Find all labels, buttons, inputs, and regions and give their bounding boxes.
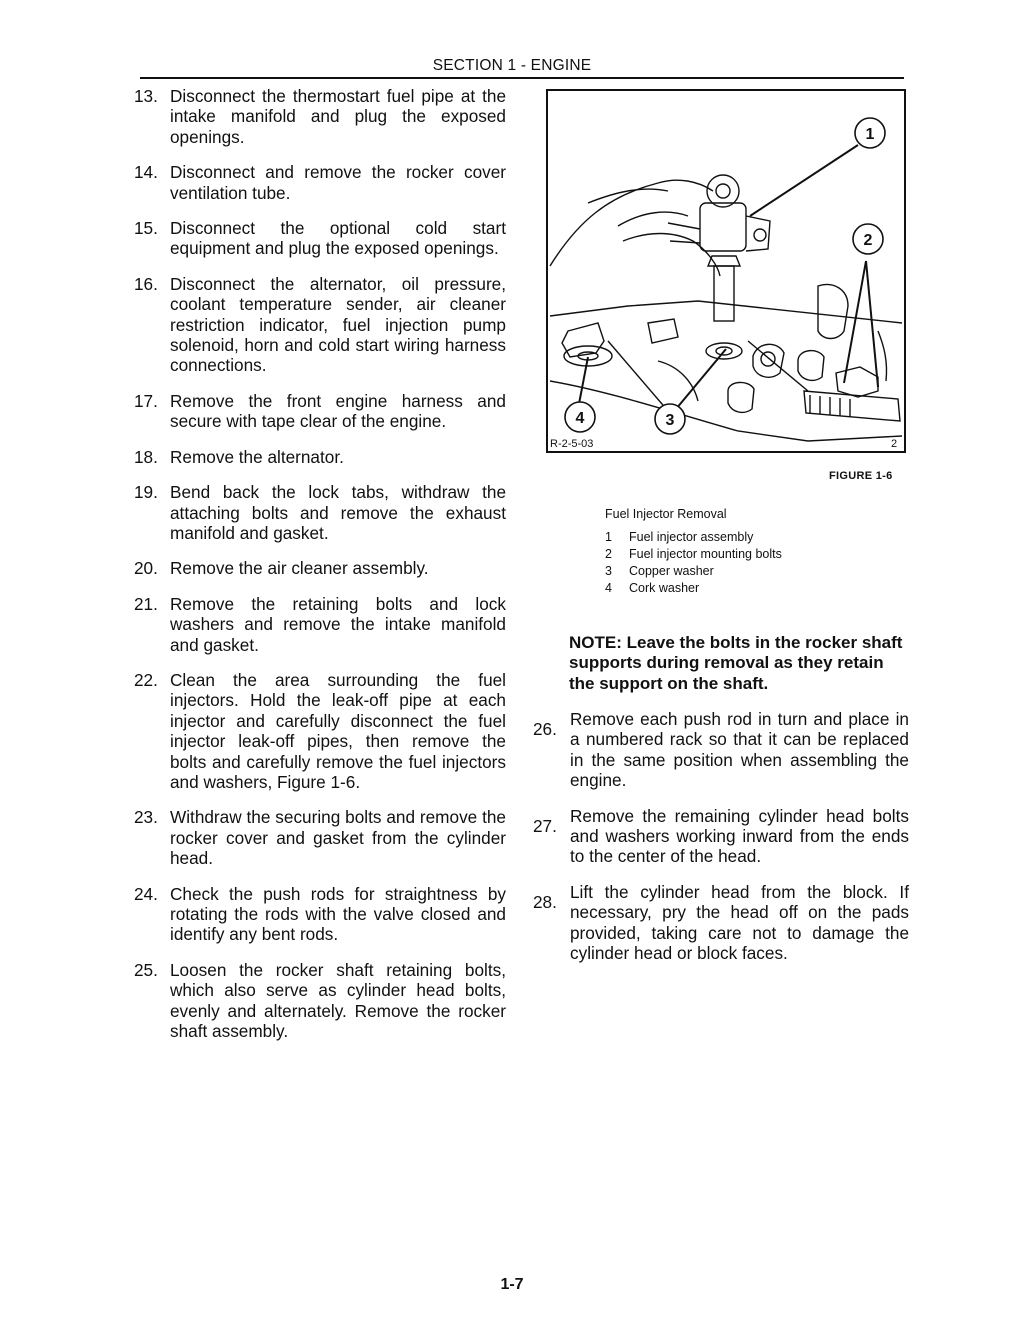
step-number: 21. [134,593,158,614]
step-item [134,447,506,467]
header-rule [140,77,904,79]
step-item [134,162,506,203]
step-number: 24. [134,883,158,904]
legend-item [605,546,782,563]
step-number: 13. [134,86,158,106]
legend-item [605,529,782,546]
fuel-injector-figure [546,89,906,453]
legend-text: Cork washer [629,581,700,595]
step-number: 15. [134,218,158,239]
step-item [134,960,506,1042]
step-text: Withdraw the securing bolts and remove the rocker cover and gasket from the cylinder head. [170,807,506,869]
step-text: Check the push rods for straightness by rotating the rods with the valve closed and identify any bent rods. [170,883,506,945]
step-text: Remove the retaining bolts and lock washers and remove the intake manifold and gasket. [170,593,506,655]
left-step-list [134,86,506,1056]
step-number: 20. [134,558,158,579]
figure-id: R-2-5-03 [550,438,594,450]
step-text: Remove the alternator. [170,446,344,467]
step-item [533,882,909,964]
step-text: Remove the front engine harness and secure with tape clear of the engine. [170,390,506,432]
step-number: 22. [134,669,158,690]
step-number: 19. [134,482,158,503]
step-number: 16. [134,273,158,294]
step-item [533,806,909,867]
step-item [134,807,506,868]
step-number: 14. [134,162,158,183]
legend-number: 3 [605,564,612,578]
step-text: Remove each push rod in turn and place in a numbered rack so that it can be replaced in the same position when assembling the engine. [570,709,909,791]
step-text: Lift the cylinder head from the block. If necessary, pry the head off on the pads provided, taking care not to damage the cylinder head or block faces. [570,881,909,964]
step-text: Disconnect and remove the rocker cover ventilation tube. [170,162,506,203]
step-item [533,709,909,791]
legend-text: Fuel injector mounting bolts [629,547,782,561]
step-item [134,391,506,432]
corner-mark: 2 [890,438,898,450]
callout-4-label: 4 [575,410,585,427]
figure-caption [605,506,782,597]
legend-item [605,580,782,597]
step-item [134,558,506,578]
legend-text: Copper washer [629,564,714,578]
caption-legend [605,529,782,597]
callout-2-label: 2 [863,232,873,249]
step-text: Remove the remaining cylinder head bolts and washers working inward from the ends to the center of the head. [570,805,909,867]
step-text: Disconnect the thermostart fuel pipe at the intake manifold and plug the exposed openings. [170,86,506,147]
right-step-list [533,709,909,978]
section-header: SECTION 1 - ENGINE [432,57,592,74]
fuel-injector-illustration [548,91,904,451]
step-item [134,218,506,259]
step-number: 18. [134,446,158,467]
step-item [134,670,506,792]
legend-number: 4 [605,581,612,595]
step-text: Bend back the lock tabs, withdraw the attaching bolts and remove the exhaust manifold and gasket. [170,482,506,543]
legend-text: Fuel injector assembly [629,530,754,544]
step-text: Loosen the rocker shaft retaining bolts, which also serve as cylinder head bolts, evenly and alternately. Remove the rocker shaft assembly. [170,959,506,1042]
figure-label: FIGURE 1-6 [829,470,893,482]
step-number: 28. [533,891,557,912]
callout-1-label: 1 [865,126,875,143]
step-text: Remove the air cleaner assembly. [170,558,429,579]
callout-3-label: 3 [665,412,675,429]
legend-number: 1 [605,530,612,544]
legend-number: 2 [605,547,612,561]
page-number: 1-7 [500,1276,524,1293]
legend-item [605,563,782,580]
step-item [134,594,506,655]
note-block: NOTE: Leave the bolts in the rocker shaft supports during removal as they retain the support on the shaft. [569,633,903,693]
caption-title: Fuel Injector Removal [605,507,727,521]
step-number: 23. [134,807,158,828]
step-number: 27. [533,815,557,836]
step-item [134,274,506,376]
step-item [134,86,506,147]
step-item [134,482,506,543]
step-number: 26. [533,719,557,739]
step-item [134,884,506,945]
step-text: Disconnect the alternator, oil pressure, coolant temperature sender, air cleaner restriction indicator, fuel injection pump solenoid, horn and cold start wiring harness connections. [170,273,506,376]
step-number: 17. [134,390,158,411]
step-number: 25. [134,959,158,980]
step-text: Disconnect the optional cold start equipment and plug the exposed openings. [170,218,506,259]
step-text: Clean the area surrounding the fuel injectors. Hold the leak-off pipe at each injector and carefully disconnect the fuel injector leak-off pipes, then remove the bolts and carefully remove the fuel injectors and washers, Figure 1-6. [170,669,506,792]
